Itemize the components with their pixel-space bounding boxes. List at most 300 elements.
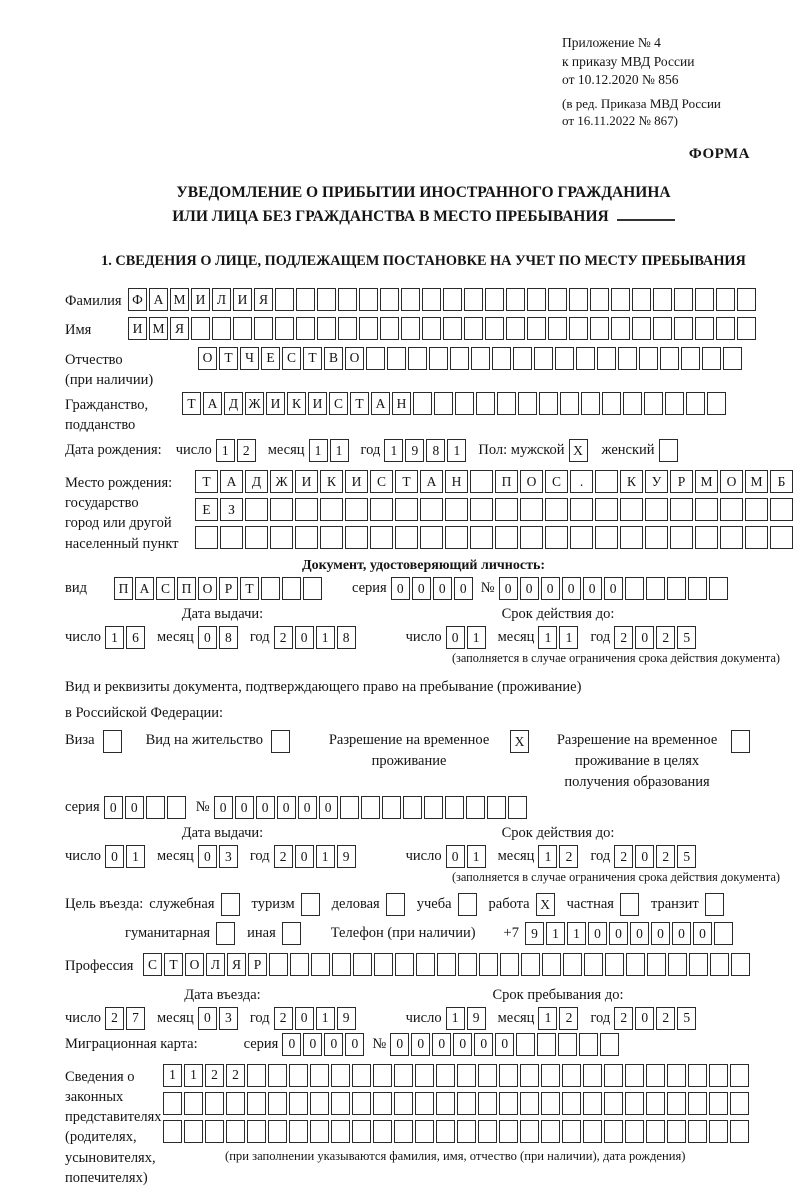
char-cell[interactable] xyxy=(464,317,483,340)
checkbox-cell[interactable] xyxy=(271,730,290,753)
char-cell[interactable]: С xyxy=(282,347,301,370)
char-cell[interactable]: 0 xyxy=(391,577,410,600)
char-cell[interactable]: 0 xyxy=(588,922,607,945)
char-cell[interactable]: 0 xyxy=(303,1033,322,1056)
char-cell[interactable]: 1 xyxy=(163,1064,182,1087)
char-cell[interactable] xyxy=(667,577,686,600)
char-cell[interactable]: И xyxy=(295,470,318,493)
char-cell[interactable] xyxy=(296,317,315,340)
char-cell[interactable]: Н xyxy=(445,470,468,493)
char-cell[interactable] xyxy=(667,1120,686,1143)
char-cell[interactable] xyxy=(499,1064,518,1087)
patronymic-cells[interactable] xyxy=(198,347,744,370)
char-cell[interactable]: Р xyxy=(219,577,238,600)
char-cell[interactable] xyxy=(436,1064,455,1087)
char-cell[interactable] xyxy=(737,317,756,340)
char-cell[interactable]: 2 xyxy=(559,1007,578,1030)
checkbox-cell[interactable]: X xyxy=(536,893,555,916)
char-cell[interactable] xyxy=(184,1092,203,1115)
char-cell[interactable]: 0 xyxy=(235,796,254,819)
char-cell[interactable] xyxy=(408,347,427,370)
sex-male-checkbox[interactable] xyxy=(569,439,590,462)
phone-cells[interactable] xyxy=(525,922,735,945)
char-cell[interactable]: А xyxy=(220,470,243,493)
char-cell[interactable] xyxy=(247,1064,266,1087)
char-cell[interactable]: 0 xyxy=(541,577,560,600)
char-cell[interactable] xyxy=(584,953,603,976)
char-cell[interactable] xyxy=(770,498,793,521)
char-cell[interactable] xyxy=(353,953,372,976)
char-cell[interactable] xyxy=(320,526,343,549)
char-cell[interactable] xyxy=(632,288,651,311)
char-cell[interactable] xyxy=(395,526,418,549)
char-cell[interactable] xyxy=(625,1120,644,1143)
char-cell[interactable] xyxy=(548,288,567,311)
char-cell[interactable] xyxy=(261,577,280,600)
char-cell[interactable] xyxy=(710,953,729,976)
char-cell[interactable] xyxy=(205,1120,224,1143)
char-cell[interactable]: 0 xyxy=(433,577,452,600)
char-cell[interactable]: 0 xyxy=(432,1033,451,1056)
char-cell[interactable]: 0 xyxy=(198,626,217,649)
char-cell[interactable] xyxy=(695,288,714,311)
profession-cells[interactable] xyxy=(143,953,752,976)
char-cell[interactable]: 9 xyxy=(405,439,424,462)
char-cell[interactable] xyxy=(605,953,624,976)
checkbox-cell[interactable] xyxy=(705,893,724,916)
char-cell[interactable]: С xyxy=(329,392,348,415)
char-cell[interactable] xyxy=(380,317,399,340)
char-cell[interactable]: 1 xyxy=(316,626,335,649)
char-cell[interactable]: О xyxy=(720,470,743,493)
char-cell[interactable]: . xyxy=(570,470,593,493)
char-cell[interactable] xyxy=(604,1064,623,1087)
char-cell[interactable]: 1 xyxy=(184,1064,203,1087)
char-cell[interactable] xyxy=(645,498,668,521)
char-cell[interactable] xyxy=(205,1092,224,1115)
char-cell[interactable] xyxy=(562,1092,581,1115)
char-cell[interactable] xyxy=(492,347,511,370)
char-cell[interactable] xyxy=(457,1092,476,1115)
char-cell[interactable] xyxy=(289,1092,308,1115)
checkbox-cell[interactable] xyxy=(659,439,678,462)
char-cell[interactable] xyxy=(737,288,756,311)
char-cell[interactable] xyxy=(646,1092,665,1115)
char-cell[interactable]: 3 xyxy=(219,845,238,868)
char-cell[interactable]: Ч xyxy=(240,347,259,370)
char-cell[interactable]: Р xyxy=(670,470,693,493)
checkbox-cell[interactable] xyxy=(458,893,477,916)
char-cell[interactable]: Я xyxy=(254,288,273,311)
char-cell[interactable] xyxy=(520,498,543,521)
char-cell[interactable]: 2 xyxy=(274,626,293,649)
char-cell[interactable] xyxy=(226,1120,245,1143)
char-cell[interactable] xyxy=(268,1120,287,1143)
char-cell[interactable]: 2 xyxy=(559,845,578,868)
char-cell[interactable] xyxy=(485,317,504,340)
entry-year-cells[interactable] xyxy=(274,1007,358,1030)
char-cell[interactable] xyxy=(317,288,336,311)
temp-residence-checkbox[interactable] xyxy=(510,730,531,753)
char-cell[interactable] xyxy=(625,577,644,600)
char-cell[interactable] xyxy=(639,347,658,370)
char-cell[interactable] xyxy=(667,1064,686,1087)
char-cell[interactable] xyxy=(537,1033,556,1056)
char-cell[interactable] xyxy=(644,392,663,415)
char-cell[interactable] xyxy=(600,1033,619,1056)
char-cell[interactable] xyxy=(670,498,693,521)
char-cell[interactable] xyxy=(295,498,318,521)
char-cell[interactable]: 1 xyxy=(309,439,328,462)
char-cell[interactable] xyxy=(352,1064,371,1087)
char-cell[interactable] xyxy=(590,317,609,340)
char-cell[interactable] xyxy=(471,347,490,370)
char-cell[interactable] xyxy=(681,347,700,370)
char-cell[interactable] xyxy=(345,526,368,549)
char-cell[interactable] xyxy=(506,317,525,340)
char-cell[interactable] xyxy=(541,1120,560,1143)
char-cell[interactable] xyxy=(495,526,518,549)
char-cell[interactable]: С xyxy=(370,470,393,493)
char-cell[interactable] xyxy=(688,1120,707,1143)
char-cell[interactable] xyxy=(570,526,593,549)
residence-expiry-year-cells[interactable] xyxy=(614,845,698,868)
char-cell[interactable] xyxy=(495,498,518,521)
char-cell[interactable]: Т xyxy=(303,347,322,370)
checkbox-cell[interactable] xyxy=(731,730,750,753)
char-cell[interactable] xyxy=(521,953,540,976)
char-cell[interactable]: 1 xyxy=(538,845,557,868)
char-cell[interactable] xyxy=(331,1120,350,1143)
char-cell[interactable] xyxy=(541,1092,560,1115)
char-cell[interactable] xyxy=(424,796,443,819)
char-cell[interactable] xyxy=(595,498,618,521)
char-cell[interactable]: 0 xyxy=(630,922,649,945)
char-cell[interactable] xyxy=(470,498,493,521)
char-cell[interactable] xyxy=(583,1092,602,1115)
birth-place-row2-cells[interactable] xyxy=(195,498,795,521)
char-cell[interactable] xyxy=(373,1064,392,1087)
char-cell[interactable] xyxy=(434,392,453,415)
char-cell[interactable] xyxy=(548,317,567,340)
char-cell[interactable] xyxy=(268,1092,287,1115)
representatives-row2-cells[interactable] xyxy=(163,1092,751,1115)
char-cell[interactable] xyxy=(394,1064,413,1087)
char-cell[interactable] xyxy=(545,526,568,549)
char-cell[interactable]: Т xyxy=(395,470,418,493)
stay-month-cells[interactable] xyxy=(538,1007,580,1030)
char-cell[interactable]: 0 xyxy=(635,1007,654,1030)
char-cell[interactable]: 1 xyxy=(105,626,124,649)
doc-number-cells[interactable] xyxy=(499,577,730,600)
char-cell[interactable] xyxy=(184,1120,203,1143)
char-cell[interactable] xyxy=(707,392,726,415)
char-cell[interactable] xyxy=(310,1120,329,1143)
char-cell[interactable]: К xyxy=(320,470,343,493)
char-cell[interactable] xyxy=(665,392,684,415)
char-cell[interactable]: 2 xyxy=(237,439,256,462)
char-cell[interactable]: 2 xyxy=(656,845,675,868)
checkbox-cell[interactable] xyxy=(386,893,405,916)
char-cell[interactable]: 0 xyxy=(104,796,123,819)
char-cell[interactable]: 0 xyxy=(198,1007,217,1030)
char-cell[interactable] xyxy=(320,498,343,521)
char-cell[interactable]: П xyxy=(495,470,518,493)
purpose-work-checkbox[interactable] xyxy=(536,893,557,916)
char-cell[interactable] xyxy=(674,288,693,311)
char-cell[interactable]: 0 xyxy=(411,1033,430,1056)
char-cell[interactable]: Т xyxy=(182,392,201,415)
given-name-cells[interactable] xyxy=(128,317,758,340)
sex-female-checkbox[interactable] xyxy=(659,439,680,462)
char-cell[interactable] xyxy=(709,1092,728,1115)
char-cell[interactable] xyxy=(653,288,672,311)
char-cell[interactable] xyxy=(415,1064,434,1087)
char-cell[interactable]: Д xyxy=(224,392,243,415)
char-cell[interactable]: 2 xyxy=(205,1064,224,1087)
char-cell[interactable]: Е xyxy=(195,498,218,521)
char-cell[interactable]: С xyxy=(156,577,175,600)
char-cell[interactable] xyxy=(470,470,493,493)
char-cell[interactable]: Т xyxy=(195,470,218,493)
char-cell[interactable] xyxy=(625,1092,644,1115)
char-cell[interactable]: А xyxy=(149,288,168,311)
birth-place-row3-cells[interactable] xyxy=(195,526,795,549)
char-cell[interactable]: О xyxy=(185,953,204,976)
char-cell[interactable] xyxy=(464,288,483,311)
char-cell[interactable] xyxy=(374,953,393,976)
char-cell[interactable] xyxy=(632,317,651,340)
char-cell[interactable] xyxy=(570,498,593,521)
char-cell[interactable] xyxy=(560,392,579,415)
char-cell[interactable]: 1 xyxy=(467,626,486,649)
char-cell[interactable] xyxy=(269,953,288,976)
char-cell[interactable] xyxy=(730,1064,749,1087)
char-cell[interactable]: 2 xyxy=(614,1007,633,1030)
char-cell[interactable] xyxy=(674,317,693,340)
char-cell[interactable] xyxy=(695,498,718,521)
char-cell[interactable]: 0 xyxy=(635,845,654,868)
char-cell[interactable] xyxy=(518,392,537,415)
visa-checkbox[interactable] xyxy=(103,730,124,753)
entry-day-cells[interactable] xyxy=(105,1007,147,1030)
char-cell[interactable] xyxy=(670,526,693,549)
char-cell[interactable] xyxy=(282,577,301,600)
char-cell[interactable]: Т xyxy=(240,577,259,600)
char-cell[interactable] xyxy=(667,1092,686,1115)
char-cell[interactable] xyxy=(497,392,516,415)
char-cell[interactable] xyxy=(545,498,568,521)
char-cell[interactable] xyxy=(382,796,401,819)
char-cell[interactable] xyxy=(688,1064,707,1087)
char-cell[interactable]: 0 xyxy=(214,796,233,819)
expiry-day-cells[interactable] xyxy=(446,626,488,649)
expiry-year-cells[interactable] xyxy=(614,626,698,649)
residence-number-cells[interactable] xyxy=(214,796,529,819)
char-cell[interactable] xyxy=(770,526,793,549)
char-cell[interactable]: 0 xyxy=(609,922,628,945)
char-cell[interactable]: 0 xyxy=(562,577,581,600)
char-cell[interactable]: 0 xyxy=(295,845,314,868)
char-cell[interactable]: 0 xyxy=(499,577,518,600)
char-cell[interactable]: 0 xyxy=(256,796,275,819)
char-cell[interactable]: 1 xyxy=(316,1007,335,1030)
residence-issue-day-cells[interactable] xyxy=(105,845,147,868)
char-cell[interactable] xyxy=(686,392,705,415)
char-cell[interactable]: Н xyxy=(392,392,411,415)
char-cell[interactable] xyxy=(500,953,519,976)
char-cell[interactable] xyxy=(604,1092,623,1115)
citizenship-cells[interactable] xyxy=(182,392,728,415)
char-cell[interactable] xyxy=(303,577,322,600)
char-cell[interactable] xyxy=(485,288,504,311)
char-cell[interactable] xyxy=(413,392,432,415)
char-cell[interactable] xyxy=(338,288,357,311)
char-cell[interactable] xyxy=(516,1033,535,1056)
char-cell[interactable] xyxy=(668,953,687,976)
char-cell[interactable] xyxy=(470,526,493,549)
char-cell[interactable] xyxy=(403,796,422,819)
checkbox-cell[interactable] xyxy=(216,922,235,945)
char-cell[interactable]: И xyxy=(266,392,285,415)
birth-day-cells[interactable] xyxy=(216,439,258,462)
char-cell[interactable] xyxy=(595,470,618,493)
char-cell[interactable] xyxy=(457,1120,476,1143)
char-cell[interactable]: А xyxy=(135,577,154,600)
char-cell[interactable] xyxy=(361,796,380,819)
char-cell[interactable] xyxy=(702,347,721,370)
char-cell[interactable] xyxy=(443,288,462,311)
char-cell[interactable] xyxy=(387,347,406,370)
char-cell[interactable] xyxy=(373,1120,392,1143)
issue-month-cells[interactable] xyxy=(198,626,240,649)
char-cell[interactable] xyxy=(508,796,527,819)
char-cell[interactable] xyxy=(723,347,742,370)
char-cell[interactable] xyxy=(645,526,668,549)
char-cell[interactable]: 0 xyxy=(324,1033,343,1056)
char-cell[interactable] xyxy=(332,953,351,976)
char-cell[interactable]: 9 xyxy=(337,845,356,868)
char-cell[interactable] xyxy=(597,347,616,370)
char-cell[interactable] xyxy=(401,317,420,340)
char-cell[interactable] xyxy=(555,347,574,370)
char-cell[interactable] xyxy=(247,1120,266,1143)
char-cell[interactable] xyxy=(520,1092,539,1115)
char-cell[interactable]: 3 xyxy=(219,1007,238,1030)
char-cell[interactable] xyxy=(581,392,600,415)
char-cell[interactable]: И xyxy=(308,392,327,415)
char-cell[interactable]: 9 xyxy=(467,1007,486,1030)
char-cell[interactable] xyxy=(604,1120,623,1143)
birth-month-cells[interactable] xyxy=(309,439,351,462)
char-cell[interactable]: 8 xyxy=(337,626,356,649)
char-cell[interactable] xyxy=(499,1120,518,1143)
char-cell[interactable]: Я xyxy=(227,953,246,976)
char-cell[interactable] xyxy=(688,577,707,600)
char-cell[interactable]: 0 xyxy=(295,1007,314,1030)
char-cell[interactable]: К xyxy=(620,470,643,493)
char-cell[interactable] xyxy=(709,1120,728,1143)
char-cell[interactable]: 2 xyxy=(614,845,633,868)
char-cell[interactable] xyxy=(254,317,273,340)
char-cell[interactable] xyxy=(415,1092,434,1115)
char-cell[interactable] xyxy=(720,498,743,521)
char-cell[interactable]: И xyxy=(345,470,368,493)
char-cell[interactable]: 0 xyxy=(604,577,623,600)
char-cell[interactable]: Т xyxy=(219,347,238,370)
char-cell[interactable]: О xyxy=(198,577,217,600)
char-cell[interactable]: 0 xyxy=(390,1033,409,1056)
stay-year-cells[interactable] xyxy=(614,1007,698,1030)
doc-type-cells[interactable] xyxy=(114,577,324,600)
char-cell[interactable] xyxy=(226,1092,245,1115)
char-cell[interactable]: Б xyxy=(770,470,793,493)
char-cell[interactable]: 2 xyxy=(105,1007,124,1030)
char-cell[interactable] xyxy=(436,1120,455,1143)
char-cell[interactable] xyxy=(646,1064,665,1087)
char-cell[interactable] xyxy=(415,1120,434,1143)
char-cell[interactable]: 0 xyxy=(583,577,602,600)
char-cell[interactable]: Р xyxy=(248,953,267,976)
char-cell[interactable] xyxy=(716,317,735,340)
char-cell[interactable]: И xyxy=(128,317,147,340)
char-cell[interactable] xyxy=(163,1120,182,1143)
char-cell[interactable] xyxy=(625,1064,644,1087)
char-cell[interactable]: 5 xyxy=(677,1007,696,1030)
char-cell[interactable] xyxy=(458,953,477,976)
char-cell[interactable]: 8 xyxy=(219,626,238,649)
doc-series-cells[interactable] xyxy=(391,577,475,600)
purpose-other-checkbox[interactable] xyxy=(282,922,303,945)
purpose-humanitarian-checkbox[interactable] xyxy=(216,922,237,945)
char-cell[interactable] xyxy=(275,288,294,311)
char-cell[interactable] xyxy=(401,288,420,311)
char-cell[interactable] xyxy=(745,498,768,521)
stay-day-cells[interactable] xyxy=(446,1007,488,1030)
purpose-transit-checkbox[interactable] xyxy=(705,893,726,916)
representatives-row3-cells[interactable] xyxy=(163,1120,751,1143)
char-cell[interactable]: 0 xyxy=(495,1033,514,1056)
char-cell[interactable] xyxy=(583,1120,602,1143)
char-cell[interactable] xyxy=(191,317,210,340)
char-cell[interactable] xyxy=(506,288,525,311)
char-cell[interactable] xyxy=(311,953,330,976)
char-cell[interactable] xyxy=(429,347,448,370)
char-cell[interactable]: 0 xyxy=(295,626,314,649)
char-cell[interactable] xyxy=(394,1092,413,1115)
residence-expiry-day-cells[interactable] xyxy=(446,845,488,868)
char-cell[interactable] xyxy=(289,1120,308,1143)
char-cell[interactable]: Ж xyxy=(270,470,293,493)
char-cell[interactable] xyxy=(590,288,609,311)
char-cell[interactable]: С xyxy=(545,470,568,493)
char-cell[interactable] xyxy=(563,953,582,976)
char-cell[interactable] xyxy=(422,317,441,340)
char-cell[interactable] xyxy=(583,1064,602,1087)
char-cell[interactable] xyxy=(352,1092,371,1115)
char-cell[interactable] xyxy=(479,953,498,976)
surname-cells[interactable] xyxy=(128,288,758,311)
char-cell[interactable]: О xyxy=(345,347,364,370)
char-cell[interactable] xyxy=(558,1033,577,1056)
char-cell[interactable]: 1 xyxy=(330,439,349,462)
char-cell[interactable] xyxy=(455,392,474,415)
char-cell[interactable] xyxy=(562,1120,581,1143)
char-cell[interactable]: 2 xyxy=(274,1007,293,1030)
char-cell[interactable] xyxy=(695,317,714,340)
char-cell[interactable]: 1 xyxy=(316,845,335,868)
char-cell[interactable] xyxy=(709,577,728,600)
